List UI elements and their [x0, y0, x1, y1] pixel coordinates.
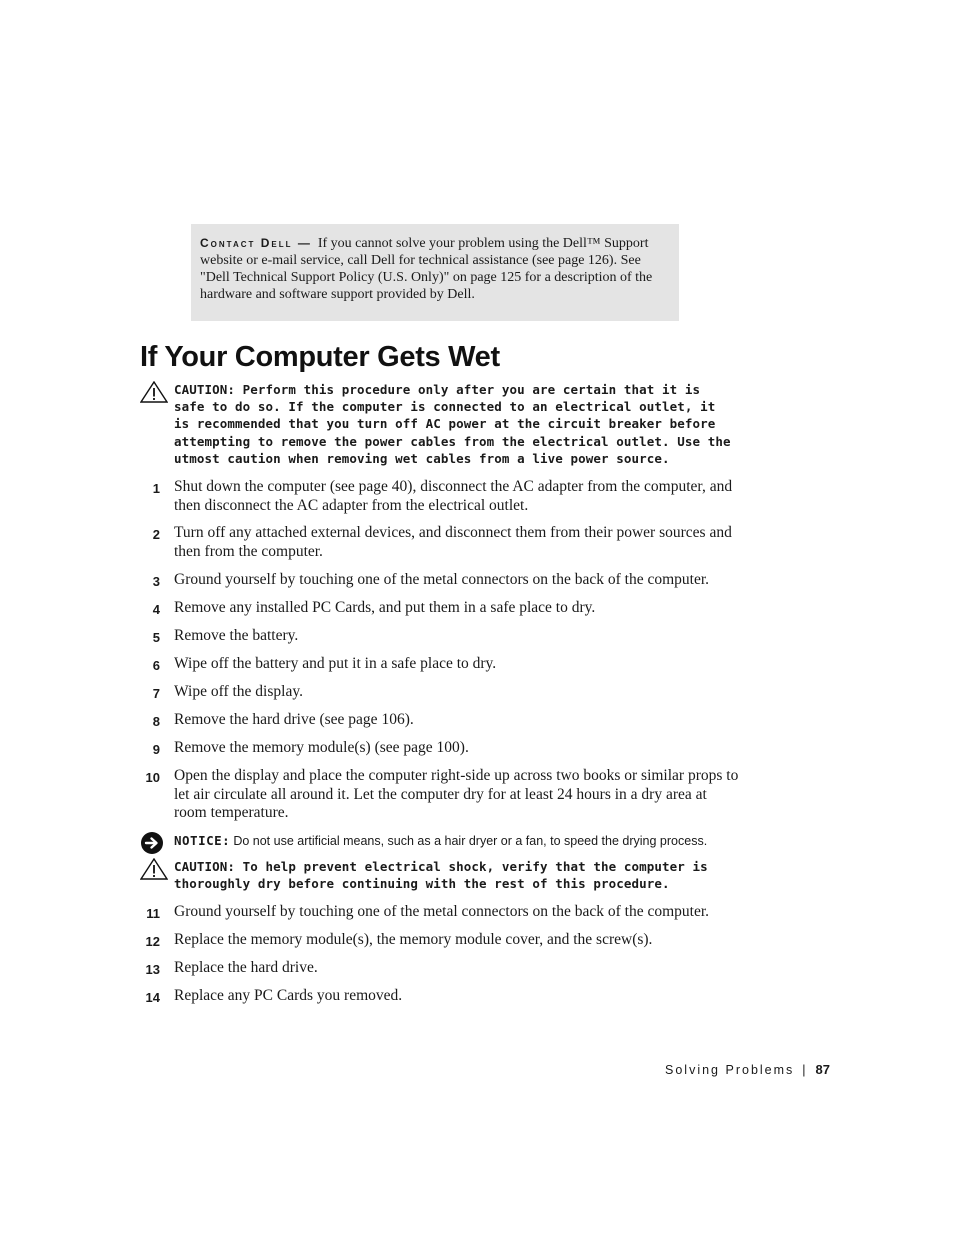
- step-number: 7: [152, 686, 160, 701]
- step-text: Remove the battery.: [174, 627, 299, 644]
- list-item: [140, 524, 740, 561]
- step-text: Wipe off the battery and put it in a safe place to dry.: [174, 655, 497, 672]
- caution-block: [140, 381, 740, 467]
- step-number: 3: [152, 574, 160, 589]
- contact-dell-label: Contact Dell —: [200, 236, 312, 250]
- caution-block: [140, 858, 740, 892]
- caution-text: CAUTION: Perform this procedure only after you are certain that it is safe to do so. If the computer is connected to an electrical outlet, it is recommended that you turn off AC power at the circuit breaker before attempting to remove the power cables from the electrical outlet. Use the utmost caution when removing wet cables from a live power source.: [174, 382, 731, 466]
- list-item: [140, 627, 740, 646]
- list-item: [140, 739, 740, 758]
- step-text: Wipe off the display.: [174, 683, 303, 700]
- step-text: Replace the hard drive.: [174, 959, 318, 976]
- step-number: 9: [152, 742, 160, 757]
- page-number: 87: [815, 1062, 830, 1077]
- step-text: Ground yourself by touching one of the metal connectors on the back of the computer.: [174, 903, 710, 920]
- step-number: 12: [145, 934, 160, 949]
- warning-triangle-icon: [140, 381, 168, 403]
- warning-triangle-icon: [140, 858, 168, 880]
- step-text: Remove the memory module(s) (see page 100).: [174, 739, 469, 756]
- step-number: 2: [152, 527, 160, 542]
- step-text: Shut down the computer (see page 40), disconnect the AC adapter from the computer, and then disconnect the AC adapter from the electrical outlet.: [174, 478, 733, 514]
- notice-block: [140, 830, 760, 852]
- step-number: 4: [152, 602, 160, 617]
- page-title: If Your Computer Gets Wet: [140, 341, 500, 373]
- list-item: [140, 711, 740, 730]
- page-footer: [665, 1061, 830, 1079]
- step-number: 11: [146, 906, 160, 921]
- step-text: Replace the memory module(s), the memory module cover, and the screw(s).: [174, 931, 653, 948]
- list-item: [140, 987, 740, 1006]
- list-item: [140, 655, 740, 674]
- step-text: Remove the hard drive (see page 106).: [174, 711, 414, 728]
- list-item: [140, 478, 740, 515]
- list-item: [140, 683, 740, 702]
- step-number: 5: [152, 630, 160, 645]
- step-text: Turn off any attached external devices, and disconnect them from their power sources and then from the computer.: [174, 524, 732, 560]
- step-number: 8: [152, 714, 160, 729]
- step-number: 6: [152, 658, 160, 673]
- list-item: [140, 959, 740, 978]
- step-text: Replace any PC Cards you removed.: [174, 987, 403, 1004]
- footer-section-title: Solving Problems: [665, 1063, 795, 1077]
- step-number: 13: [145, 962, 160, 977]
- list-item: [140, 767, 740, 823]
- contact-dell-text: If you cannot solve your problem using the Dell™ Support website or e-mail service, call Dell for technical assistance (see page 126). See "Dell Technical Support Policy (U.S. Only)" on page 125 for a description of the hardware and software support provided by Dell.: [200, 236, 653, 302]
- step-number: 14: [145, 990, 160, 1005]
- step-number: 10: [145, 770, 160, 785]
- notice-arrow-icon: [140, 831, 164, 855]
- step-text: Remove any installed PC Cards, and put them in a safe place to dry.: [174, 599, 596, 616]
- step-number: 1: [152, 481, 160, 496]
- list-item: [140, 571, 740, 590]
- caution-text: CAUTION: To help prevent electrical shock, verify that the computer is thoroughly dry before continuing with the rest of this procedure.: [174, 859, 708, 892]
- list-item: [140, 599, 740, 618]
- notice-label: NOTICE:: [174, 833, 231, 848]
- contact-dell-note: [191, 224, 679, 321]
- list-item: [140, 903, 740, 922]
- footer-separator: |: [802, 1063, 806, 1077]
- notice-text: Do not use artificial means, such as a hair dryer or a fan, to speed the drying process.: [233, 834, 708, 848]
- step-text: Open the display and place the computer right-side up across two books or similar props to let air circulate all around it. Let the computer dry for at least 24 hours in a dry area at room temperature.: [174, 767, 739, 821]
- list-item: [140, 931, 740, 950]
- step-text: Ground yourself by touching one of the metal connectors on the back of the computer.: [174, 571, 710, 588]
